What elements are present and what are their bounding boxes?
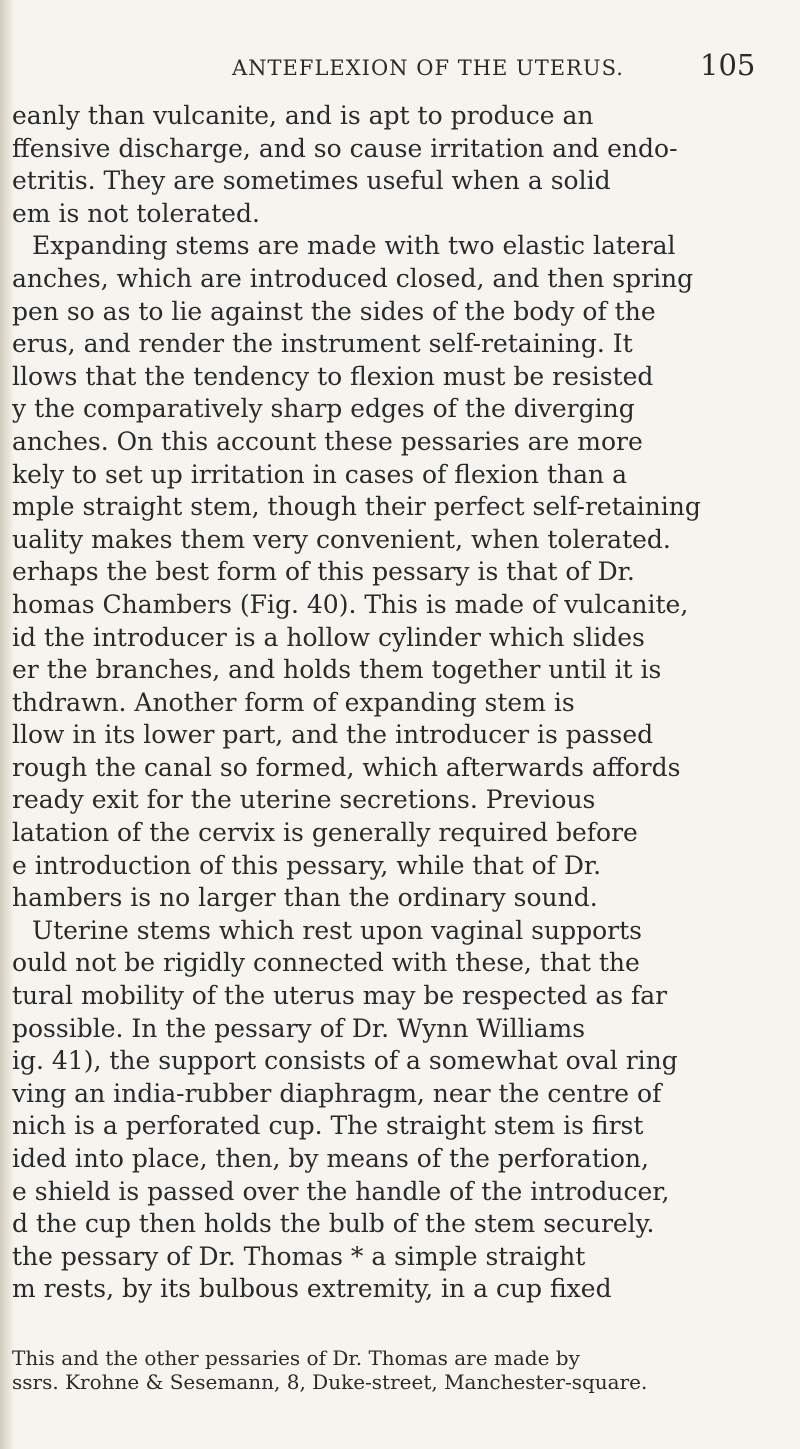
text-line: nich is a perforated cup. The straight stem is first [12, 1111, 644, 1141]
text-line: homas Chambers (Fig. 40). This is made of vulcanite, [12, 589, 689, 619]
text-line: ided into place, then, by means of the perforation, [12, 1144, 649, 1173]
text-line: e introduction of this pessary, while that of Dr. [12, 850, 602, 880]
text-line: anches. On this account these pessaries are more [12, 426, 643, 456]
text-line: thdrawn. Another form of expanding stem is [12, 687, 575, 717]
body-text [12, 100, 782, 1306]
text-line: y the comparatively sharp edges of the diverging [12, 394, 635, 424]
text-line: latation of the cervix is generally required before [12, 818, 638, 848]
text-line: llows that the tendency to flexion must be resisted [12, 361, 654, 391]
text-line: ould not be rigidly connected with these, that the [12, 948, 640, 978]
text-line: erhaps the best form of this pessary is that of Dr. [12, 557, 635, 587]
text-line: llow in its lower part, and the introducer is passed [12, 720, 654, 750]
text-line: m rests, by its bulbous extremity, in a cup fixed [12, 1274, 612, 1304]
text-line: kely to set up irritation in cases of flexion than a [12, 459, 627, 489]
text-line: hambers is no larger than the ordinary sound. [12, 883, 598, 913]
text-line: eanly than vulcanite, and is apt to produce an [12, 101, 594, 130]
text-line: the pessary of Dr. Thomas * a simple straight [12, 1241, 586, 1271]
footnote-line: ssrs. Krohne & Sesemann, 8, Duke-street, Manchester-square. [12, 1370, 648, 1394]
text-line: anches, which are introduced closed, and then spring [12, 263, 694, 293]
text-line: tural mobility of the uterus may be respected as far [12, 981, 668, 1011]
text-line: erus, and render the instrument self-retaining. It [12, 329, 633, 359]
text-line: em is not tolerated. [12, 198, 260, 228]
text-line: possible. In the pessary of Dr. Wynn Williams [12, 1013, 586, 1043]
text-line: ig. 41), the support consists of a somewhat oval ring [12, 1046, 678, 1076]
text-line: e shield is passed over the handle of the introducer, [12, 1176, 670, 1206]
text-line: mple straight stem, though their perfect self-retaining [12, 492, 701, 522]
text-line: id the introducer is a hollow cylinder which slides [12, 622, 645, 652]
text-line: ready exit for the uterine secretions. Previous [12, 785, 596, 815]
text-line: d the cup then holds the bulb of the stem securely. [12, 1209, 655, 1239]
text-line: Expanding stems are made with two elastic lateral [32, 231, 676, 261]
page-header [0, 48, 800, 88]
text-line: pen so as to lie against the sides of the body of the [12, 296, 656, 326]
text-line: rough the canal so formed, which afterwards affords [12, 752, 681, 782]
footnote-line: This and the other pessaries of Dr. Thomas are made by [12, 1346, 580, 1370]
running-head: ANTEFLEXION OF THE UTERUS. [232, 56, 624, 80]
text-line: uality makes them very convenient, when tolerated. [12, 524, 671, 554]
text-line: ffensive discharge, and so cause irritation and endo- [12, 133, 678, 163]
text-line: Uterine stems which rest upon vaginal supports [32, 915, 642, 945]
footnote [12, 1346, 782, 1394]
page-number: 105 [700, 48, 756, 82]
text-line: ving an india-rubber diaphragm, near the centre of [12, 1078, 662, 1108]
text-line: er the branches, and holds them together until it is [12, 655, 662, 685]
text-line: etritis. They are sometimes useful when a solid [12, 166, 611, 196]
